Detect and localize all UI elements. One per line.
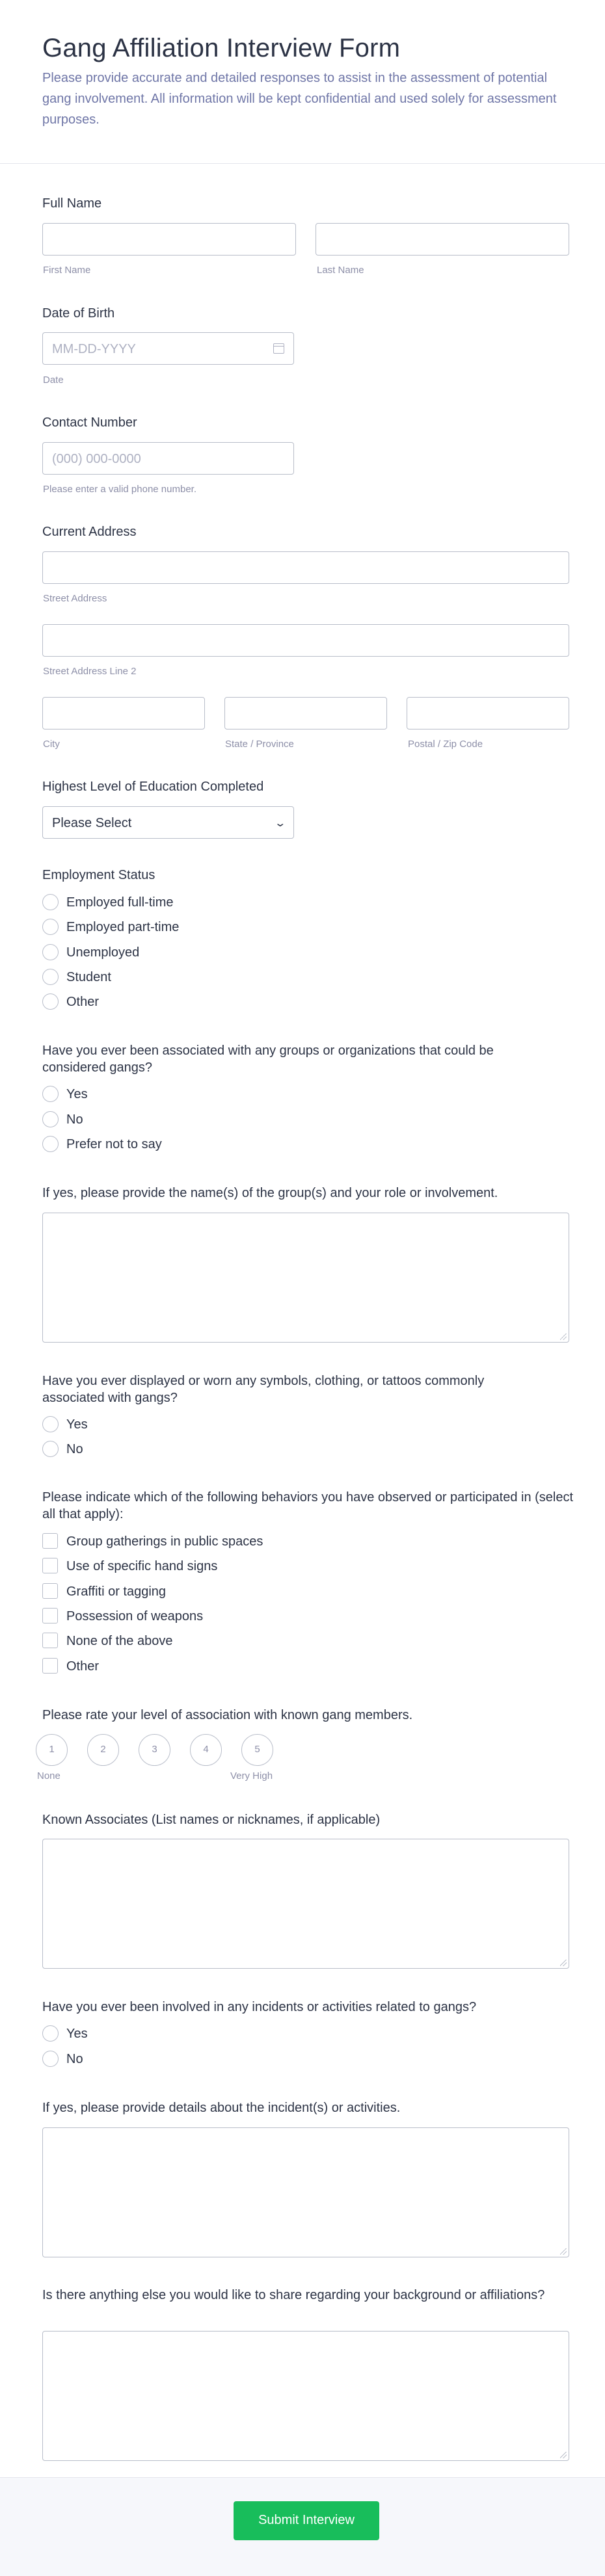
anything-else-textarea[interactable] — [42, 2331, 569, 2461]
radio-button[interactable] — [42, 1416, 59, 1432]
associated-label: Have you ever been associated with any groups or organizations that could be considered gangs? — [42, 1044, 494, 1075]
associates-textarea[interactable] — [42, 1839, 569, 1969]
option-label: Possession of weapons — [66, 1609, 204, 1623]
city-input[interactable] — [42, 697, 205, 729]
option-label: No — [66, 1442, 83, 1456]
rating-max-label: Very High — [230, 1770, 273, 1781]
phone-input[interactable] — [42, 442, 294, 475]
option-label: Unemployed — [66, 945, 140, 960]
rating-option-3[interactable] — [139, 1734, 170, 1766]
education-select[interactable] — [42, 806, 294, 839]
rating-min-label: None — [37, 1770, 60, 1781]
option-label: Employed part-time — [66, 920, 180, 934]
rating-label: Please rate your level of association with known gang members. — [42, 1708, 413, 1722]
zip-sublabel: Postal / Zip Code — [408, 739, 483, 750]
form-header — [0, 0, 605, 164]
radio-button[interactable] — [42, 944, 59, 960]
option-label: Use of specific hand signs — [66, 1559, 218, 1573]
option-label: Yes — [66, 1087, 88, 1101]
form-description: Please provide accurate and detailed responses to assist in the assessment of potential gang involvement. All information will be kept confidential and used solely for assessment purposes. — [42, 71, 557, 127]
radio-button[interactable] — [42, 993, 59, 1010]
resize-handle-icon[interactable] — [560, 1334, 567, 1340]
first-name-sublabel: First Name — [43, 265, 91, 276]
option-label: Group gatherings in public spaces — [66, 1534, 263, 1549]
street-address-2-sublabel: Street Address Line 2 — [43, 666, 137, 677]
state-sublabel: State / Province — [225, 739, 294, 750]
full-name-label: Full Name — [42, 196, 102, 211]
street-address-2-input[interactable] — [42, 624, 569, 657]
radio-button[interactable] — [42, 2025, 59, 2042]
state-input[interactable] — [224, 697, 387, 729]
option-label: Employed full-time — [66, 895, 174, 910]
option-label: Yes — [66, 1417, 88, 1432]
rating-option-4[interactable] — [190, 1734, 222, 1766]
rating-option-1[interactable] — [36, 1734, 68, 1766]
option-label: Student — [66, 970, 111, 984]
anything-else-label: Is there anything else you would like to share regarding your background or affiliations? — [42, 2288, 545, 2302]
rating-value: 1 — [49, 1744, 55, 1755]
option-label: No — [66, 1112, 83, 1127]
employment-label: Employment Status — [42, 868, 155, 882]
dob-label: Date of Birth — [42, 306, 115, 321]
associates-label: Known Associates (List names or nicknames, if applicable) — [42, 1813, 381, 1827]
symbols-label: Have you ever displayed or worn any symbols, clothing, or tattoos commonly associated with gangs? — [42, 1374, 485, 1405]
rating-option-5[interactable] — [241, 1734, 273, 1766]
checkbox[interactable] — [42, 1533, 58, 1549]
radio-button[interactable] — [42, 894, 59, 910]
rating-option-2[interactable] — [87, 1734, 119, 1766]
incident-details-label: If yes, please provide details about the incident(s) or activities. — [42, 2101, 401, 2115]
education-selected-value: Please Select — [52, 816, 132, 830]
zip-input[interactable] — [407, 697, 569, 729]
option-label: Prefer not to say — [66, 1137, 162, 1151]
phone-sublabel: Please enter a valid phone number. — [43, 484, 196, 495]
form-footer — [0, 2477, 605, 2576]
option-label: Other — [66, 995, 100, 1009]
checkbox[interactable] — [42, 1558, 58, 1573]
option-label: Graffiti or tagging — [66, 1584, 167, 1599]
dob-placeholder: MM-DD-YYYY — [52, 342, 136, 356]
last-name-sublabel: Last Name — [317, 265, 364, 276]
option-label: No — [66, 2052, 83, 2066]
phone-placeholder: (000) 000-0000 — [52, 452, 141, 466]
checkbox[interactable] — [42, 1608, 58, 1623]
rating-value: 2 — [100, 1744, 106, 1755]
rating-value: 4 — [203, 1744, 209, 1755]
rating-value: 3 — [152, 1744, 157, 1755]
radio-button[interactable] — [42, 919, 59, 935]
resize-handle-icon[interactable] — [560, 1960, 567, 1966]
education-label: Highest Level of Education Completed — [42, 780, 264, 794]
checkbox[interactable] — [42, 1583, 58, 1599]
option-label: None of the above — [66, 1634, 173, 1648]
checkbox[interactable] — [42, 1633, 58, 1648]
group-details-textarea[interactable] — [42, 1213, 569, 1343]
radio-button[interactable] — [42, 1441, 59, 1457]
form-title: Gang Affiliation Interview Form — [42, 34, 401, 62]
option-label: Other — [66, 1659, 100, 1674]
chevron-down-icon: ⌄ — [273, 818, 286, 829]
submit-label: Submit Interview — [258, 2513, 355, 2527]
option-label: Yes — [66, 2027, 88, 2041]
incidents-label: Have you ever been involved in any incidents or activities related to gangs? — [42, 2000, 477, 2014]
rating-value: 5 — [254, 1744, 260, 1755]
contact-label: Contact Number — [42, 415, 137, 430]
city-sublabel: City — [43, 739, 60, 750]
radio-button[interactable] — [42, 1086, 59, 1102]
checkbox[interactable] — [42, 1658, 58, 1674]
resize-handle-icon[interactable] — [560, 2452, 567, 2458]
radio-button[interactable] — [42, 1111, 59, 1127]
street-address-input[interactable] — [42, 551, 569, 584]
resize-handle-icon[interactable] — [560, 2248, 567, 2255]
street-address-sublabel: Street Address — [43, 593, 107, 604]
radio-button[interactable] — [42, 969, 59, 985]
first-name-input[interactable] — [42, 223, 296, 256]
incident-details-textarea[interactable] — [42, 2127, 569, 2257]
calendar-icon[interactable] — [273, 343, 284, 354]
group-details-label: If yes, please provide the name(s) of the group(s) and your role or involvement. — [42, 1186, 498, 1200]
radio-button[interactable] — [42, 1136, 59, 1152]
submit-button[interactable] — [234, 2501, 379, 2540]
dob-sublabel: Date — [43, 375, 64, 386]
behaviors-label: Please indicate which of the following behaviors you have observed or participated in (select all that apply): — [42, 1490, 574, 1521]
radio-button[interactable] — [42, 2051, 59, 2067]
address-label: Current Address — [42, 525, 137, 539]
dob-input[interactable] — [42, 332, 294, 365]
last-name-input[interactable] — [316, 223, 569, 256]
